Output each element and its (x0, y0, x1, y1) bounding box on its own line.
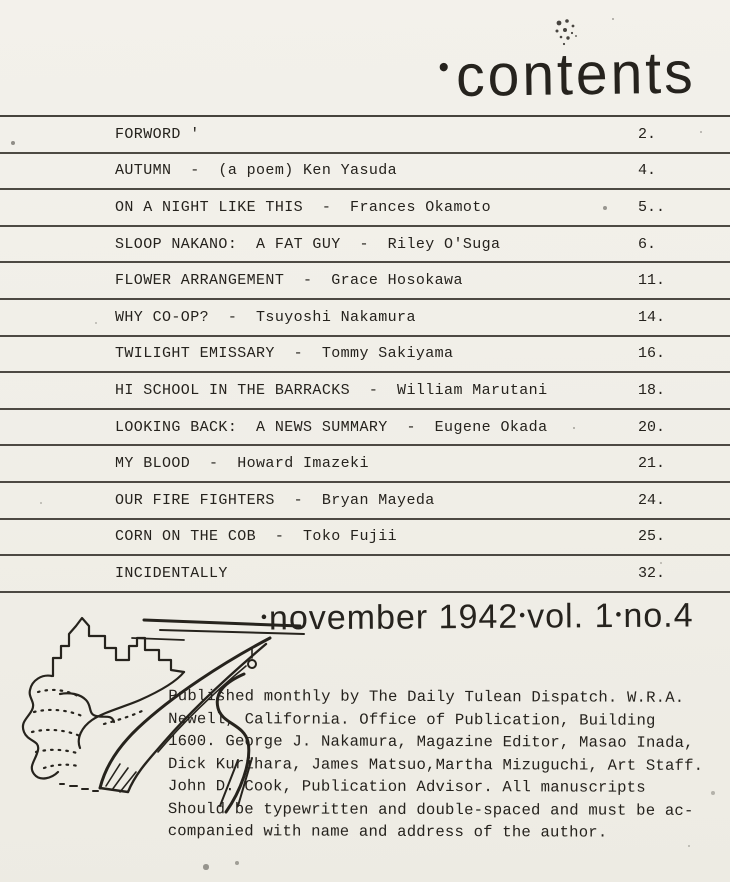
page-title (438, 39, 697, 110)
toc-entry-page: 21. (638, 455, 666, 473)
toc-entry-page: 6. (638, 235, 657, 253)
toc-entry-label: MY BLOOD - Howard Imazeki (115, 455, 369, 473)
toc-entry-page: 4. (638, 162, 657, 180)
toc-entry-page: 11. (638, 272, 666, 290)
toc-row (0, 483, 730, 520)
toc-entry-page: 25. (638, 528, 666, 546)
toc-row (0, 300, 730, 337)
toc-entry-page: 5.. (638, 198, 666, 216)
toc-entry-label: INCIDENTALLY (115, 564, 228, 582)
paper-specks (0, 0, 2, 2)
toc-row (0, 373, 730, 410)
toc-entry-label: CORN ON THE COB - Toko Fujii (115, 528, 398, 546)
toc-entry-label: SLOOP NAKANO: A FAT GUY - Riley O'Suga (115, 235, 501, 253)
toc-entry-page: 18. (638, 381, 666, 399)
toc-row (0, 117, 730, 154)
toc-entry-label: ON A NIGHT LIKE THIS - Frances Okamoto (115, 198, 492, 216)
toc-row (0, 410, 730, 447)
toc-entry-page: 32. (638, 564, 666, 582)
toc-entry-page: 20. (638, 418, 666, 436)
toc-row (0, 190, 730, 227)
toc-table (0, 115, 730, 593)
toc-row (0, 263, 730, 300)
toc-row (0, 227, 730, 264)
toc-entry-label: FORWORD ' (115, 125, 200, 143)
issue-bullet-icon: • (261, 607, 269, 627)
toc-entry-label: TWILIGHT EMISSARY - Tommy Sakiyama (115, 345, 454, 363)
toc-entry-label: WHY CO-OP? - Tsuyoshi Nakamura (115, 308, 416, 326)
toc-entry-label: LOOKING BACK: A NEWS SUMMARY - Eugene Okada (115, 418, 548, 436)
issue-month-year: november 1942 (269, 597, 519, 638)
toc-row (0, 154, 730, 191)
toc-row (0, 556, 730, 593)
page-title-text: contents (455, 39, 697, 110)
toc-entry-page: 14. (638, 308, 666, 326)
issue-number: no.4 (623, 596, 695, 635)
toc-entry-page: 16. (638, 345, 666, 363)
issue-line (260, 596, 695, 638)
toc-entry-label: OUR FIRE FIGHTERS - Bryan Mayeda (115, 491, 435, 509)
toc-entry-page: 24. (638, 491, 666, 509)
title-bullet-icon: • (438, 50, 453, 85)
issue-bullet-icon: • (519, 605, 527, 625)
toc-entry-label: FLOWER ARRANGEMENT - Grace Hosokawa (115, 272, 463, 290)
toc-row (0, 520, 730, 557)
toc-row (0, 337, 730, 374)
toc-entry-label: AUTUMN - (a poem) Ken Yasuda (115, 162, 398, 180)
toc-row (0, 446, 730, 483)
issue-bullet-icon: • (615, 604, 623, 625)
masthead-paragraph: Published monthly by The Daily Tulean Dispatch. W.R.A. Newell, California. Office of Publication, Building 1600. George J. Nakamura, Magazine Editor, Masao Inada, Dick Kurihara, James Matsuo,Martha Mizuguchi, Art Staff. John D. Cook, Publication Advisor. All manuscripts Should be typewritten and double-spaced and must be ac- companied with name and address of the author. (167, 687, 704, 842)
issue-volume: vol. 1 (527, 597, 615, 636)
toc-entry-page: 2. (638, 125, 657, 143)
toc-entry-label: HI SCHOOL IN THE BARRACKS - William Marutani (115, 381, 548, 399)
